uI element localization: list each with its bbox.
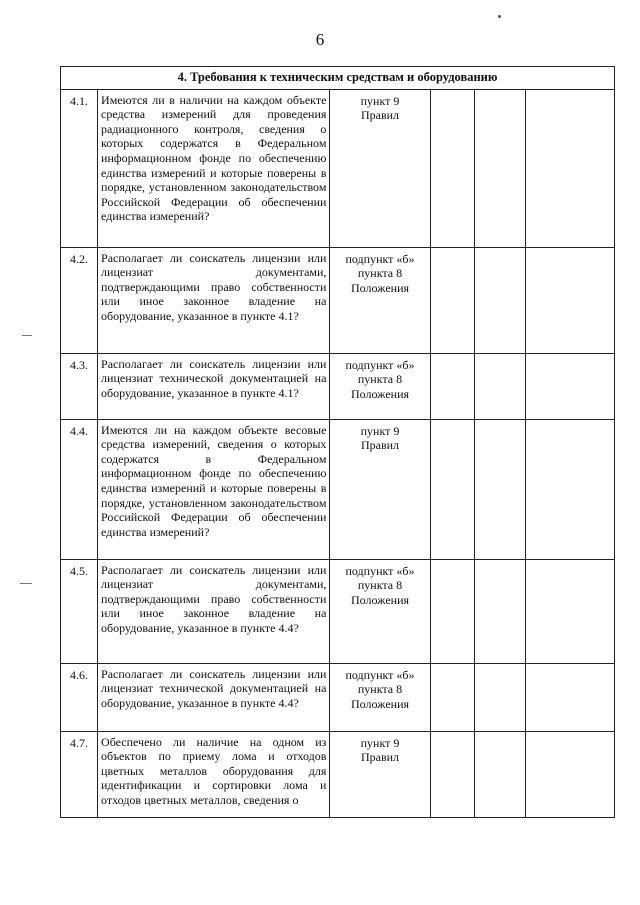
answer-cell[interactable] bbox=[474, 353, 525, 419]
item-question: Обеспечено ли наличие на одном из объектов по приему лома и отходов цветных металлов оборудования для идентификации и сортировки лома и отходов цветных металлов, сведения о bbox=[98, 731, 330, 817]
answer-cell[interactable] bbox=[474, 731, 525, 817]
reference-line: Правил bbox=[360, 438, 400, 453]
reference-line: подпункт «б» bbox=[345, 563, 415, 578]
reference-line: Положения bbox=[350, 280, 410, 295]
item-number: 4.5. bbox=[61, 559, 98, 663]
item-question: Имеются ли на каждом объекте весовые средства измерений, сведения о которых содержатся в Федеральном информационном фонде по обеспечению единства измерений и которые поверены в порядке, установленном законодательством Российской Федерации об обеспечении единства измерений? bbox=[98, 419, 330, 559]
item-reference bbox=[330, 663, 430, 731]
item-number: 4.1. bbox=[61, 89, 98, 247]
scan-margin-mark bbox=[20, 583, 32, 584]
answer-cell[interactable] bbox=[525, 663, 614, 731]
table-row bbox=[61, 731, 615, 817]
answer-cell[interactable] bbox=[525, 559, 614, 663]
answer-cell[interactable] bbox=[525, 419, 614, 559]
answer-cell[interactable] bbox=[474, 663, 525, 731]
answer-cell[interactable] bbox=[430, 89, 474, 247]
item-question: Имеются ли в наличии на каждом объекте средства измерений для проведения радиационного контроля, сведения о которых содержатся в Федеральном информационном фонде по обеспечению единства измерений и которые поверены в порядке, установленном законодательством Российской Федерации об обеспечении единства измерений? bbox=[98, 89, 330, 247]
table-row bbox=[61, 89, 615, 247]
item-question: Располагает ли соискатель лицензии или лицензиат технической документацией на оборудование, указанное в пункте 4.1? bbox=[98, 353, 330, 419]
reference-line: подпункт «б» bbox=[345, 251, 415, 266]
answer-cell[interactable] bbox=[430, 731, 474, 817]
reference-line: Положения bbox=[350, 696, 410, 711]
reference-line: пункта 8 bbox=[357, 266, 403, 281]
item-reference bbox=[330, 89, 430, 247]
answer-cell[interactable] bbox=[525, 89, 614, 247]
page-number: 6 bbox=[315, 30, 325, 49]
reference-line: пункта 8 bbox=[357, 372, 403, 387]
reference-line: пункт 9 bbox=[360, 93, 400, 108]
section-title: 4. Требования к техническим средствам и оборудованию bbox=[61, 67, 615, 90]
reference-line: Правил bbox=[360, 750, 400, 765]
answer-cell[interactable] bbox=[430, 247, 474, 353]
answer-cell[interactable] bbox=[430, 419, 474, 559]
reference-line: Правил bbox=[360, 108, 400, 123]
table-row bbox=[61, 247, 615, 353]
answer-cell[interactable] bbox=[474, 89, 525, 247]
item-question: Располагает ли соискатель лицензии или лицензиат документами, подтверждающими право собственности или иное законное владение на оборудование, указанное в пункте 4.1? bbox=[98, 247, 330, 353]
reference-line: Положения bbox=[350, 386, 410, 401]
item-number: 4.2. bbox=[61, 247, 98, 353]
reference-line: пункт 9 bbox=[360, 423, 400, 438]
item-number: 4.3. bbox=[61, 353, 98, 419]
requirements-table bbox=[60, 66, 615, 818]
answer-cell[interactable] bbox=[474, 247, 525, 353]
reference-line: подпункт «б» bbox=[345, 357, 415, 372]
item-number: 4.6. bbox=[61, 663, 98, 731]
answer-cell[interactable] bbox=[525, 247, 614, 353]
item-reference bbox=[330, 353, 430, 419]
answer-cell[interactable] bbox=[474, 419, 525, 559]
reference-line: подпункт «б» bbox=[345, 667, 415, 682]
table-row bbox=[61, 559, 615, 663]
section-header-row bbox=[61, 67, 615, 90]
table-row bbox=[61, 419, 615, 559]
item-reference bbox=[330, 419, 430, 559]
reference-line: пункт 9 bbox=[360, 735, 400, 750]
answer-cell[interactable] bbox=[430, 353, 474, 419]
table-row bbox=[61, 353, 615, 419]
reference-line: пункта 8 bbox=[357, 682, 403, 697]
answer-cell[interactable] bbox=[430, 559, 474, 663]
item-reference bbox=[330, 559, 430, 663]
item-number: 4.7. bbox=[61, 731, 98, 817]
answer-cell[interactable] bbox=[525, 731, 614, 817]
table-row bbox=[61, 663, 615, 731]
scan-margin-mark bbox=[22, 335, 32, 336]
item-question: Располагает ли соискатель лицензии или лицензиат технической документацией на оборудование, указанное в пункте 4.4? bbox=[98, 663, 330, 731]
scan-speck bbox=[498, 15, 501, 18]
reference-line: пункта 8 bbox=[357, 578, 403, 593]
answer-cell[interactable] bbox=[525, 353, 614, 419]
reference-line: Положения bbox=[350, 592, 410, 607]
answer-cell[interactable] bbox=[430, 663, 474, 731]
answer-cell[interactable] bbox=[474, 559, 525, 663]
item-reference bbox=[330, 247, 430, 353]
item-question: Располагает ли соискатель лицензии или лицензиат документами, подтверждающими право собственности или иное законное владение на оборудование, указанное в пункте 4.4? bbox=[98, 559, 330, 663]
item-number: 4.4. bbox=[61, 419, 98, 559]
item-reference bbox=[330, 731, 430, 817]
